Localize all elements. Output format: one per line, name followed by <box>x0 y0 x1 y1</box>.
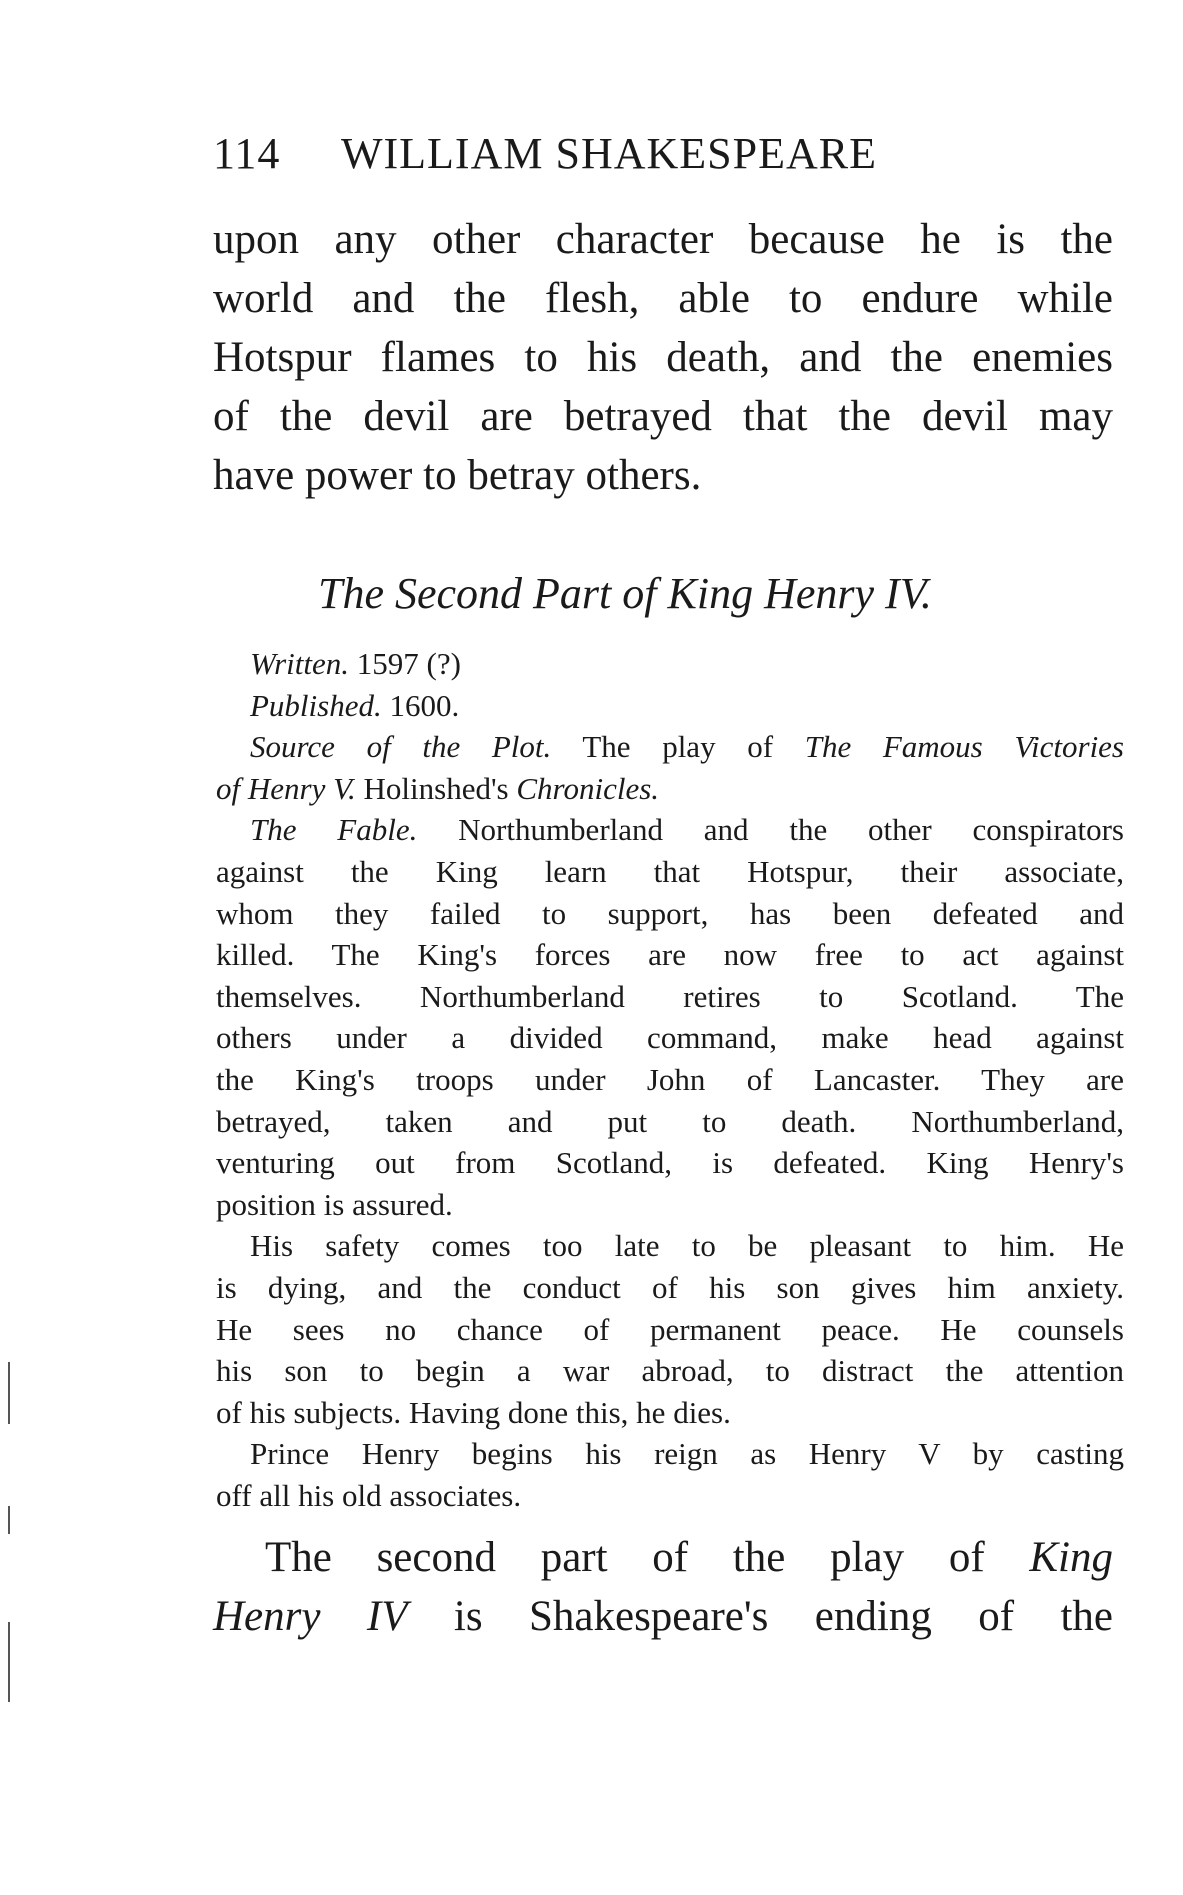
margin-mark <box>8 1622 10 1702</box>
published-value: 1600. <box>389 687 460 723</box>
fable-line: killed. The King's forces are now free to act against <box>216 937 1124 973</box>
source-line-2 <box>216 768 1124 810</box>
fable-line: betrayed, taken and put to death. Northumberland, <box>216 1103 1124 1139</box>
line-italic: King <box>1029 1534 1114 1581</box>
prince-line: Prince Henry begins his reign as Henry V by casting <box>250 1436 1124 1472</box>
source-author: Holinshed's <box>363 770 509 806</box>
text-line: of the devil are betrayed that the devil may <box>213 393 1113 440</box>
page-number: 114 <box>213 129 281 178</box>
text-line: upon any other character because he is the <box>213 216 1113 263</box>
safety-line: He sees no chance of permanent peace. He counsels <box>216 1311 1124 1347</box>
safety-line: his son to begin a war abroad, to distract the attention <box>216 1353 1124 1389</box>
margin-mark <box>8 1506 10 1534</box>
source-text: The play of <box>582 729 774 765</box>
fable-line: against the King learn that Hotspur, their associate, <box>216 853 1124 889</box>
source-chronicles: Chronicles. <box>516 770 660 806</box>
fable-text: Northumberland and the other conspirators <box>458 812 1124 848</box>
bottom-paragraph <box>213 1528 1113 1646</box>
written-label: Written. <box>250 646 350 681</box>
fable-line: venturing out from Scotland, is defeated. King Henry's <box>216 1145 1124 1181</box>
running-title: WILLIAM SHAKESPEARE <box>341 129 877 178</box>
source-title: The Famous Victories <box>804 729 1124 765</box>
fable-label: The Fable. <box>250 812 418 848</box>
prince-line: off all his old associates. <box>216 1477 522 1513</box>
safety-line: His safety comes too late to be pleasant to him. He <box>250 1228 1124 1264</box>
source-label: Source of the Plot. <box>250 729 552 765</box>
written-line <box>216 643 1124 685</box>
source-line <box>216 726 1124 768</box>
line-text: The second part of the play of <box>265 1534 985 1581</box>
play-heading: The Second Part of King Henry IV. <box>318 569 932 618</box>
fable-line: others under a divided command, make head against <box>216 1020 1124 1056</box>
line-italic: Henry IV <box>213 1593 408 1640</box>
safety-line: is dying, and the conduct of his son gives him anxiety. <box>216 1269 1124 1305</box>
fable-line <box>216 809 1124 851</box>
line-text: is Shakespeare's ending of the <box>453 1593 1113 1640</box>
fable-line: position is assured. <box>216 1186 453 1222</box>
text-line: have power to betray others. <box>213 452 702 499</box>
text-line: world and the flesh, able to endure while <box>213 275 1113 322</box>
fable-line: themselves. Northumberland retires to Scotland. The <box>216 978 1124 1014</box>
margin-mark <box>8 1362 10 1424</box>
text-line: Hotspur flames to his death, and the enemies <box>213 334 1113 381</box>
fable-line: whom they failed to support, has been defeated and <box>216 895 1124 931</box>
source-title-cont: of Henry V. <box>216 770 356 806</box>
text-line <box>213 1587 1113 1646</box>
published-line <box>216 685 1124 727</box>
running-head <box>213 128 973 179</box>
written-value: 1597 (?) <box>356 646 461 681</box>
play-notes <box>216 643 1124 1516</box>
text-line <box>213 1528 1113 1587</box>
top-paragraph <box>213 210 1113 505</box>
fable-line: the King's troops under John of Lancaster. They are <box>216 1061 1124 1097</box>
published-label: Published. <box>250 687 382 723</box>
safety-line: of his subjects. Having done this, he dies. <box>216 1394 731 1430</box>
